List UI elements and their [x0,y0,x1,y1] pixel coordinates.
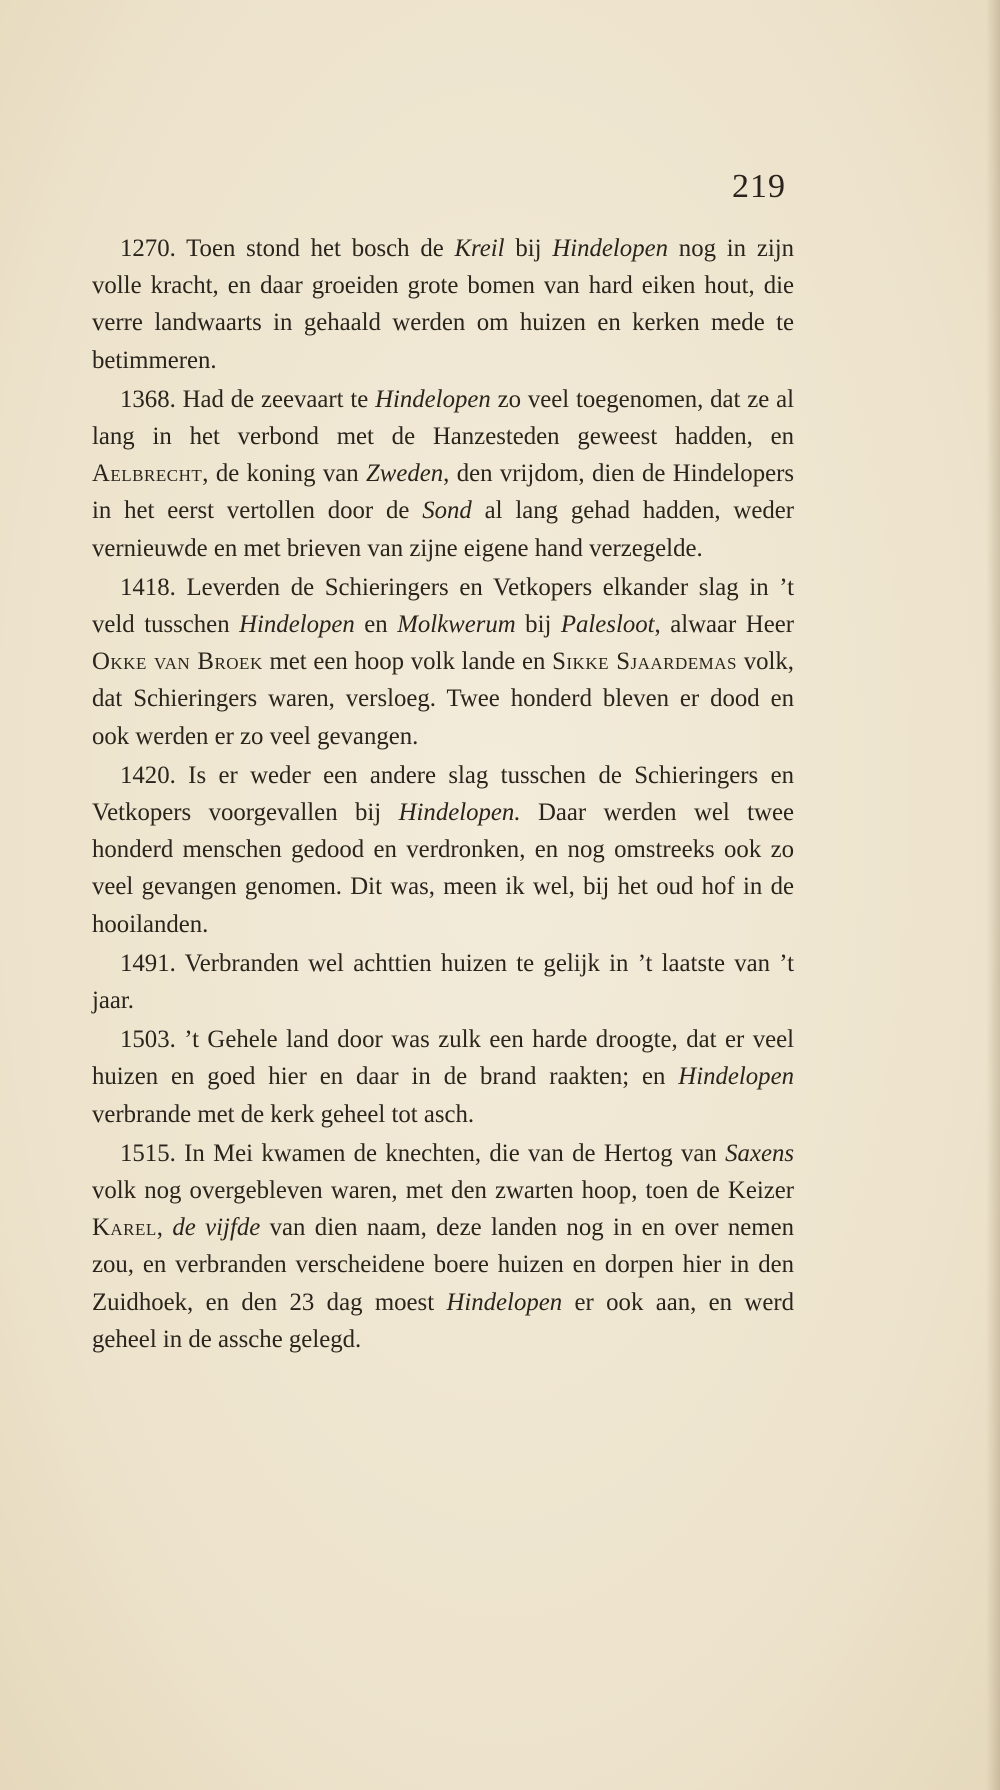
entry-year: 1491. [120,949,176,977]
entry-text: nog in zijn volle kracht, en daar groeiden grote bomen van hard eiken hout, die verre landwaarts in gehaald werden om huizen en kerken mede te betimmeren. [92,235,795,374]
italic-name: Hindelopen. [398,799,521,827]
person-name: Okke van Broek [92,648,263,676]
chronicle-entry [92,1135,794,1358]
chronicle-entry [92,1021,794,1133]
italic-name: Palesloot [560,611,655,639]
entry-text: , alwaar Heer [654,611,794,639]
italic-name: Hindelopen [552,235,669,262]
entry-text: en [354,611,398,639]
person-name: Aelbrecht [92,460,203,488]
entry-text: al lang gehad hadden, weder vernieuwde en met brieven van zijne eigene hand verzegelde. [92,497,795,562]
chronicle-entry [92,757,794,943]
person-name: Karel [92,1214,157,1242]
italic-name: Saxens [725,1139,794,1167]
entry-text: bij [515,611,561,639]
entry-text: Toen stond het bosch de [175,235,455,262]
chronicle-entry [92,945,794,1019]
entry-text: In Mei kwamen de knechten, die van de Hertog van [175,1139,726,1167]
entry-year: 1418. [120,573,176,601]
entry-text: van dien naam, deze landen nog in en over nemen zou, en verbranden verscheidene boere huizen en dorpen hier in den Zuidhoek, en den 23 dag moest [92,1214,794,1316]
chronicle-entry [92,569,794,755]
entry-text: Daar werden wel twee honderd menschen gedood en verdronken, en nog omstreeks ook zo veel gevangen genomen. Dit was, meen ik wel, bij het oud hof in de hooilanden. [92,799,794,938]
italic-name: Zweden [366,460,444,488]
entry-text: Is er weder een andere slag tusschen de Schieringers en Vetkopers voorgevallen bij [92,761,794,827]
entry-text: Had de zeevaart te [175,385,376,413]
italic-name: Hindelopen [678,1063,794,1091]
page-number: 219 [732,168,786,205]
entry-year: 1420. [120,761,176,789]
entry-text: Verbranden wel achttien huizen te gelijk in ’t laatste van ’t jaar. [92,949,794,1015]
entry-year: 1503. [120,1026,176,1054]
entry-text: ’t Gehele land door was zulk een harde droogte, dat er veel huizen en goed hier en daar in de brand raakten; en [92,1026,794,1091]
person-name: Sikke Sjaardemas [552,648,738,676]
entry-text: Leverden de Schieringers en Vetkopers elkander slag in ’t veld tusschen [92,573,794,639]
italic-name: Kreil [454,235,505,262]
page-edge-shadow [986,0,1000,1790]
chronicle-text [92,230,794,1360]
entry-text: bij [504,235,553,262]
chronicle-entry [92,230,794,379]
entry-year: 1368. [120,385,176,413]
italic-name: Hindelopen [375,385,491,413]
entry-text: volk nog overgebleven waren, met den zwarten hoop, toen de Keizer [92,1177,794,1205]
italic-name: Sond [422,497,472,525]
entry-text: , [156,1214,173,1242]
entry-text: , den vrijdom, dien de Hindelopers in het eerst vertollen door de [92,460,795,525]
entry-text: volk, dat Schieringers waren, versloeg. Twee honderd bleven er dood en ook werden er zo veel gevangen. [92,648,795,750]
entry-text: verbrande met de kerk geheel tot asch. [92,1100,475,1128]
chronicle-entry [92,381,794,567]
entry-year: 1515. [120,1139,176,1167]
italic-name: Hindelopen [446,1288,563,1316]
italic-name: Hindelopen [239,611,355,639]
italic-name: Molkwerum [397,611,516,639]
entry-text: , de koning van [202,460,367,488]
entry-text: zo veel toegenomen, dat ze al lang in het verbond met de Hanzesteden geweest hadden, en [92,385,794,451]
entry-year: 1270. [120,235,176,262]
italic-name: de vijfde [172,1214,261,1242]
entry-text: met een hoop volk lande en [262,648,553,676]
entry-text: er ook aan, en werd geheel in de assche gelegd. [92,1288,795,1353]
